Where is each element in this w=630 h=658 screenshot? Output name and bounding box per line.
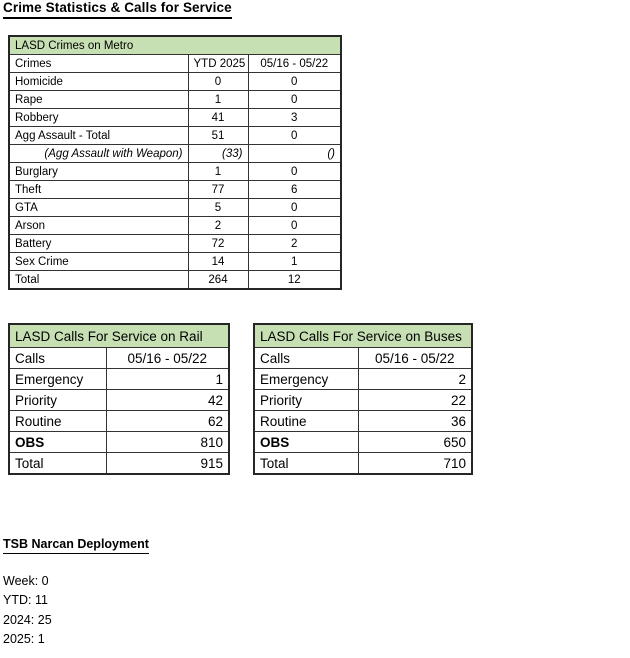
cell-value: 1 — [106, 369, 229, 390]
cell-label: Rape — [9, 91, 188, 109]
table-row — [9, 145, 341, 163]
narcan-week-line: Week: 0 — [3, 574, 49, 588]
narcan-2024-line: 2024: 25 — [3, 612, 52, 627]
table-title-row — [9, 324, 229, 348]
column-header-week: 05/16 - 05/22 — [248, 55, 341, 73]
cell-week: 2 — [248, 235, 341, 253]
table-row — [254, 432, 472, 453]
cell-label: Priority — [9, 390, 106, 411]
table-row — [254, 390, 472, 411]
buses-table-title: LASD Calls For Service on Buses — [254, 324, 472, 348]
cell-value: 62 — [106, 411, 229, 432]
cell-value: 22 — [358, 390, 472, 411]
narcan-section-heading: TSB Narcan Deployment — [3, 537, 149, 554]
cell-label: Total — [9, 453, 106, 475]
cell-label: Total — [9, 271, 188, 290]
narcan-stats — [3, 572, 52, 650]
table-row — [9, 163, 341, 181]
cell-label: Emergency — [254, 369, 358, 390]
table-title-row — [254, 324, 472, 348]
cell-week: 12 — [248, 271, 341, 290]
column-header-calls: Calls — [9, 348, 106, 369]
cell-value: 650 — [358, 432, 472, 453]
cell-week: 0 — [248, 73, 341, 91]
table-row — [254, 453, 472, 475]
cell-ytd: 41 — [188, 109, 248, 127]
table-title-row — [9, 36, 341, 55]
column-header-week: 05/16 - 05/22 — [358, 348, 472, 369]
cell-week: 6 — [248, 181, 341, 199]
column-header-ytd: YTD 2025 — [188, 55, 248, 73]
cell-label: OBS — [254, 432, 358, 453]
cell-week: 0 — [248, 199, 341, 217]
cell-label: Robbery — [9, 109, 188, 127]
cell-label: Homicide — [9, 73, 188, 91]
table-header-row — [9, 55, 341, 73]
cell-label: Agg Assault - Total — [9, 127, 188, 145]
rail-table-title: LASD Calls For Service on Rail — [9, 324, 229, 348]
cell-value: 915 — [106, 453, 229, 475]
table-row — [9, 109, 341, 127]
cell-label: Arson — [9, 217, 188, 235]
crimes-table-title: LASD Crimes on Metro — [9, 36, 341, 55]
narcan-2025-line: 2025: 1 — [3, 632, 45, 647]
cell-label: Routine — [254, 411, 358, 432]
cell-value: 42 — [106, 390, 229, 411]
cell-label: Burglary — [9, 163, 188, 181]
cell-ytd: 1 — [188, 163, 248, 181]
cell-ytd: 51 — [188, 127, 248, 145]
table-row — [9, 217, 341, 235]
cell-week: 3 — [248, 109, 341, 127]
table-row — [9, 181, 341, 199]
table-row — [9, 369, 229, 390]
cell-value: 710 — [358, 453, 472, 475]
column-header-week: 05/16 - 05/22 — [106, 348, 229, 369]
table-row — [9, 199, 341, 217]
cell-week: 0 — [248, 217, 341, 235]
table-row — [9, 453, 229, 475]
cell-week: 0 — [248, 127, 341, 145]
cell-week: () — [248, 145, 341, 163]
table-row — [9, 73, 341, 91]
table-row — [9, 235, 341, 253]
cell-label: Theft — [9, 181, 188, 199]
cell-ytd: (33) — [188, 145, 248, 163]
cell-value: 810 — [106, 432, 229, 453]
table-row — [9, 253, 341, 271]
crimes-on-metro-table — [8, 35, 342, 290]
cell-ytd: 14 — [188, 253, 248, 271]
cell-ytd: 0 — [188, 73, 248, 91]
table-row — [9, 390, 229, 411]
table-row — [9, 271, 341, 290]
cell-ytd: 5 — [188, 199, 248, 217]
cell-value: 2 — [358, 369, 472, 390]
cell-week: 0 — [248, 91, 341, 109]
table-row — [9, 127, 341, 145]
table-header-row — [9, 348, 229, 369]
cell-week: 1 — [248, 253, 341, 271]
page-title: Crime Statistics & Calls for Service — [3, 0, 232, 19]
cell-label: Priority — [254, 390, 358, 411]
table-row — [254, 369, 472, 390]
cell-label: GTA — [9, 199, 188, 217]
cell-label: OBS — [9, 432, 106, 453]
cell-value: 36 — [358, 411, 472, 432]
cell-week: 0 — [248, 163, 341, 181]
table-row — [9, 432, 229, 453]
table-row — [9, 411, 229, 432]
cell-ytd: 2 — [188, 217, 248, 235]
cell-label: Sex Crime — [9, 253, 188, 271]
table-row — [9, 91, 341, 109]
cell-label: Emergency — [9, 369, 106, 390]
cell-label: Total — [254, 453, 358, 475]
cell-label: Battery — [9, 235, 188, 253]
narcan-ytd-line: YTD: 11 — [3, 593, 48, 608]
table-row — [254, 411, 472, 432]
table-header-row — [254, 348, 472, 369]
cell-label: Routine — [9, 411, 106, 432]
cell-ytd: 77 — [188, 181, 248, 199]
cell-ytd: 1 — [188, 91, 248, 109]
column-header-calls: Calls — [254, 348, 358, 369]
column-header-crimes: Crimes — [9, 55, 188, 73]
calls-buses-table — [253, 323, 473, 475]
cell-label: (Agg Assault with Weapon) — [9, 145, 188, 163]
calls-rail-table — [8, 323, 230, 475]
cell-ytd: 72 — [188, 235, 248, 253]
cell-ytd: 264 — [188, 271, 248, 290]
